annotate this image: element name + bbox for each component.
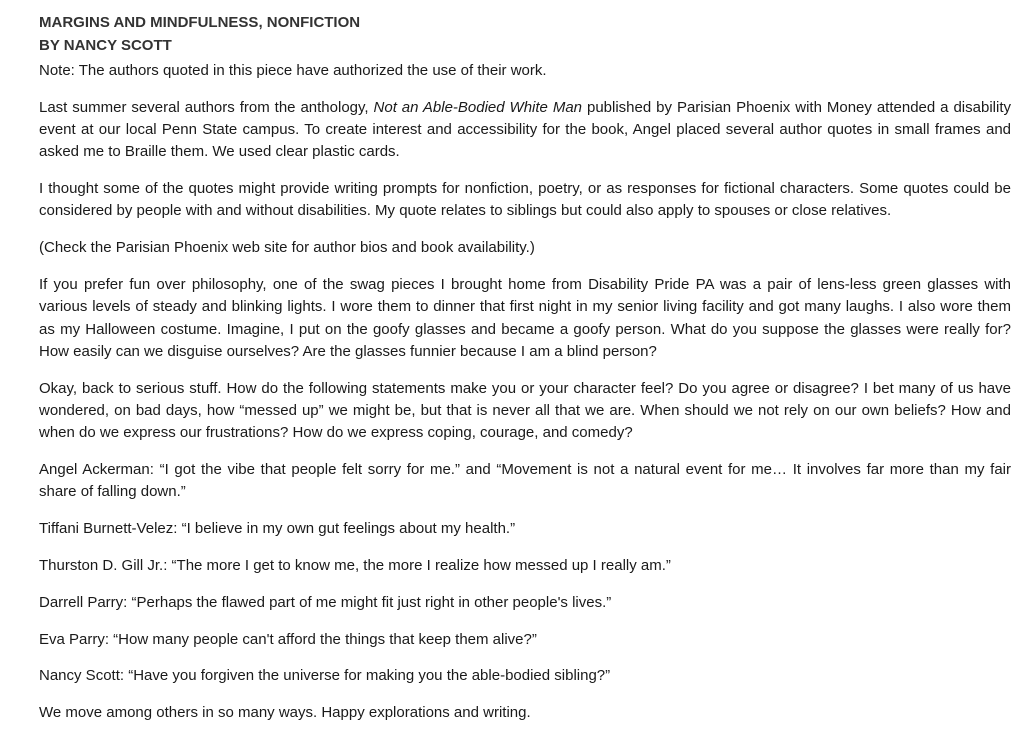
quote-nancy-scott: Nancy Scott: “Have you forgiven the universe for making you the able-bodied sibling?” <box>39 667 611 685</box>
paragraph-prompts: I thought some of the quotes might provide writing prompts for nonfiction, poetry, or as responses for fictional characters. Some quotes could be considered by people with and without disabilities. My quote relates to siblings but could also apply to spouses or close relatives. <box>39 180 1011 220</box>
article-byline: BY NANCY SCOTT <box>39 36 172 54</box>
paragraph-serious: Okay, back to serious stuff. How do the following statements make you or your character feel? Do you agree or disagree? I bet many of us have wondered, on bad days, how “messed up” we might be, but that is never all that we are. When should we not rely on our own beliefs? How and when do we express our frustrations? How do we express coping, courage, and comedy? <box>39 379 1011 442</box>
paragraph-anthology <box>39 97 1011 164</box>
paragraph-anthology-rest: published by Parisian Phoenix with Money attended a disability event at our local Penn State campus. To create interest and accessibility for the book, Angel placed several author quotes in small frames and asked me to Braille them. We used clear plastic cards. <box>39 98 1011 161</box>
paragraph-glasses: If you prefer fun over philosophy, one of the swag pieces I brought home from Disability Pride PA was a pair of lens-less green glasses with various levels of steady and blinking lights. I wore them to dinner that first night in my senior living facility and got many laughs. I also wore them as my Halloween costume. Imagine, I put on the goofy glasses and became a goofy person. What do you suppose the glasses were really for? How easily can we disguise ourselves? Are the glasses funnier because I am a blind person? <box>39 276 1011 360</box>
article-header <box>39 12 1011 57</box>
quote-darrell-parry: Darrell Parry: “Perhaps the flawed part of me might fit just right in other people's lives.” <box>39 593 612 611</box>
paragraph-anthology-intro: Last summer several authors from the anthology, <box>39 98 374 116</box>
quote-tiffani-burnett-velez: Tiffani Burnett-Velez: “I believe in my own gut feelings about my health.” <box>39 520 516 538</box>
quote-angel-ackerman: Angel Ackerman: “I got the vibe that people felt sorry for me.” and “Movement is not a natural event for me… It involves far more than my fair share of falling down.” <box>39 461 1011 501</box>
article-title: MARGINS AND MINDFULNESS, NONFICTION <box>39 14 361 31</box>
closing-line: We move among others in so many ways. Happy explorations and writing. <box>39 704 531 722</box>
book-title: Not an Able-Bodied White Man <box>373 98 583 116</box>
authorization-note: Note: The authors quoted in this piece have authorized the use of their work. <box>39 62 547 79</box>
quote-eva-parry: Eva Parry: “How many people can't afford the things that keep them alive?” <box>39 630 537 648</box>
paragraph-website-note: (Check the Parisian Phoenix web site for author bios and book availability.) <box>39 239 535 257</box>
quote-thurston-gill: Thurston D. Gill Jr.: “The more I get to know me, the more I realize how messed up I really am.” <box>39 557 671 575</box>
